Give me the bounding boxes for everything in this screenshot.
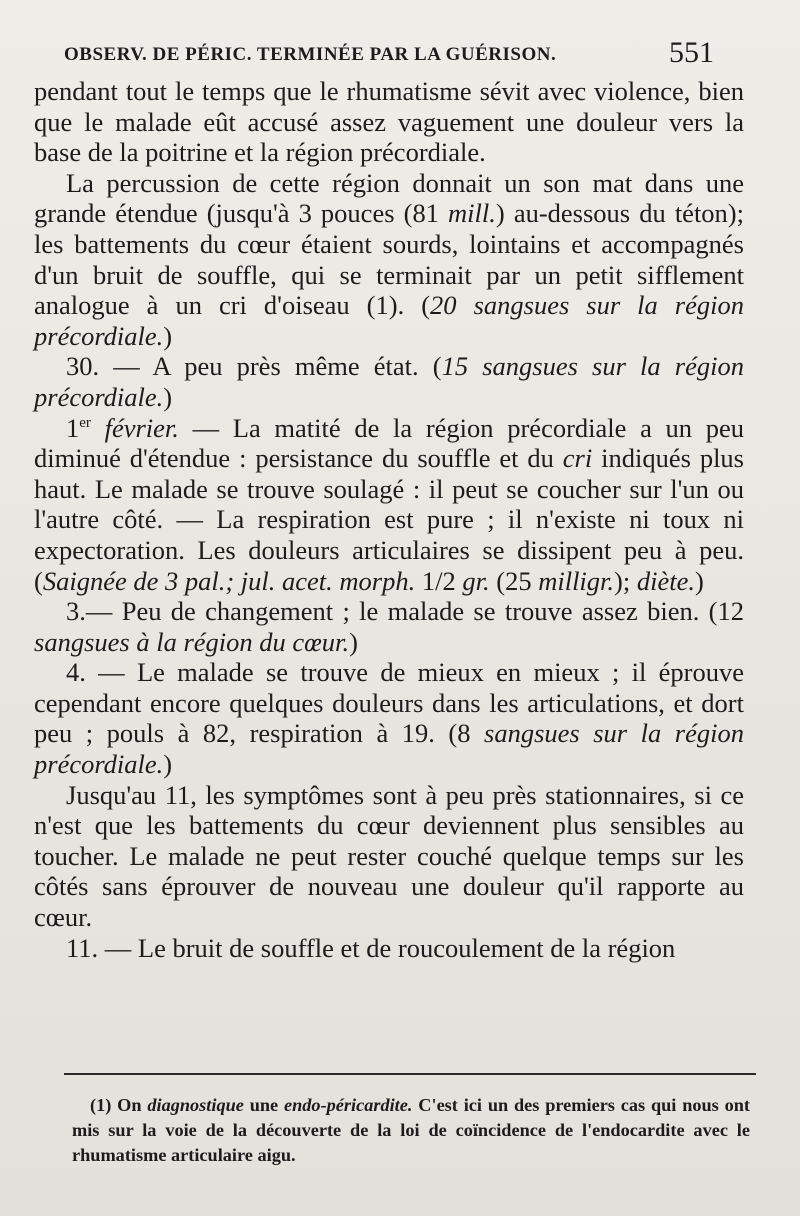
footnote-text-part: C'est ici un des premiers cas qui nous ont mis sur la voie de la découverte de la loi de coïncidence de l'endocardite avec le rhumatisme articulaire aigu. [72,1095,751,1165]
paragraph-text: ) [694,565,704,596]
footnote [72,1093,750,1168]
paragraph-text: Jusqu'au 11, les symptômes sont à peu près stationnaires, si ce n'est que les battements du cœur deviennent plus sensibles au toucher. Le malade ne peut rester couché quelque temps sur les côtés sans éprouver de nouveau une douleur qu'il rapporte au cœur. [34,779,744,933]
superscript: er [79,414,91,431]
paragraph-text: ) [349,626,358,657]
paragraph-text: — La matité de la région précordiale a un peu diminué d'étendue : persistance du souffle et du [34,412,744,474]
italic-text: mill. [448,198,496,229]
footnote-separator-rule [64,1073,756,1075]
paragraph-text: 30. — A peu près même état. ( [66,351,442,382]
italic-text: 20 sangsues sur la région précordiale. [34,290,744,351]
paragraph-text: pendant tout le temps que le rhumatisme sévit avec violence, bien que le malade eût accusé assez vaguement une douleur vers la base de la poitrine et la région précordiale. [34,76,744,168]
italic-text: cri [562,443,593,474]
paragraph-3 [34,351,744,412]
italic-text: diète. [636,565,695,596]
paragraph-text: ) [163,381,173,412]
paragraph-8 [34,933,744,964]
footnote-text-part: une [243,1095,284,1115]
paragraph-text: (25 [489,565,539,596]
paragraph-text: ) au-dessous du téton); les battements du cœur étaient sourds, lointains et accompagnés d'un bruit de souffle, qui se terminait par un petit sifflement analogue à un cri d'oiseau (1). ( [34,198,744,321]
paragraph-text: 11. — Le bruit de souffle et de roucoulement de la région [66,932,676,963]
italic-text: milligr. [538,565,615,596]
paragraph-2 [34,168,744,352]
paragraph-text: La percussion de cette région donnait un son mat dans une grande étendue (jusqu'à 3 pouces (81 [34,167,744,229]
paragraph-1 [34,76,744,168]
paragraph-4 [34,413,744,597]
paragraph-text: ) [163,320,173,351]
italic-text: 15 sangsues sur la région précordiale. [34,351,744,412]
paragraph-text: indiqués plus haut. Le malade se trouve soulagé : il peut se coucher sur l'un ou l'autre côté. — La respiration est pure ; il n'existe ni toux ni expectoration. Les douleurs articulaires se dissipent peu à peu. ( [34,443,744,596]
italic-text: sangsues sur la région précordiale. [34,718,744,780]
date-day: 1 [66,412,80,443]
italic-text: diagnostique [147,1095,244,1115]
page-header [64,36,714,72]
italic-text: gr. [462,565,490,596]
paragraph-text: 4. — Le malade se trouve de mieux en mieux ; il éprouve cependant encore quelques douleurs dans les articulations, et dort peu ; pouls à 82, respiration à 19. (8 [34,657,744,749]
paragraph-text: 1/2 [415,565,463,596]
italic-text: endo-péricardite. [284,1095,413,1115]
paragraph-7 [34,780,744,933]
paragraph-5 [34,596,744,657]
italic-text: sangsues à la région du cœur. [34,626,350,657]
main-text [34,76,744,963]
italic-text: février. [104,412,179,443]
paragraph-text: 3.— Peu de changement ; le malade se trouve assez bien. (12 [66,596,744,627]
page-number: 551 [669,36,714,69]
footnote-text-part: (1) On [90,1095,148,1115]
paragraph-text: ) [163,749,173,780]
italic-text: Saignée de 3 pal.; jul. acet. morph. [42,565,416,596]
paragraph-6 [34,657,744,779]
paragraph-text: ); [614,565,637,596]
running-title: OBSERV. DE PÉRIC. TERMINÉE PAR LA GUÉRISON. [64,44,557,65]
footnote-text [72,1093,750,1168]
